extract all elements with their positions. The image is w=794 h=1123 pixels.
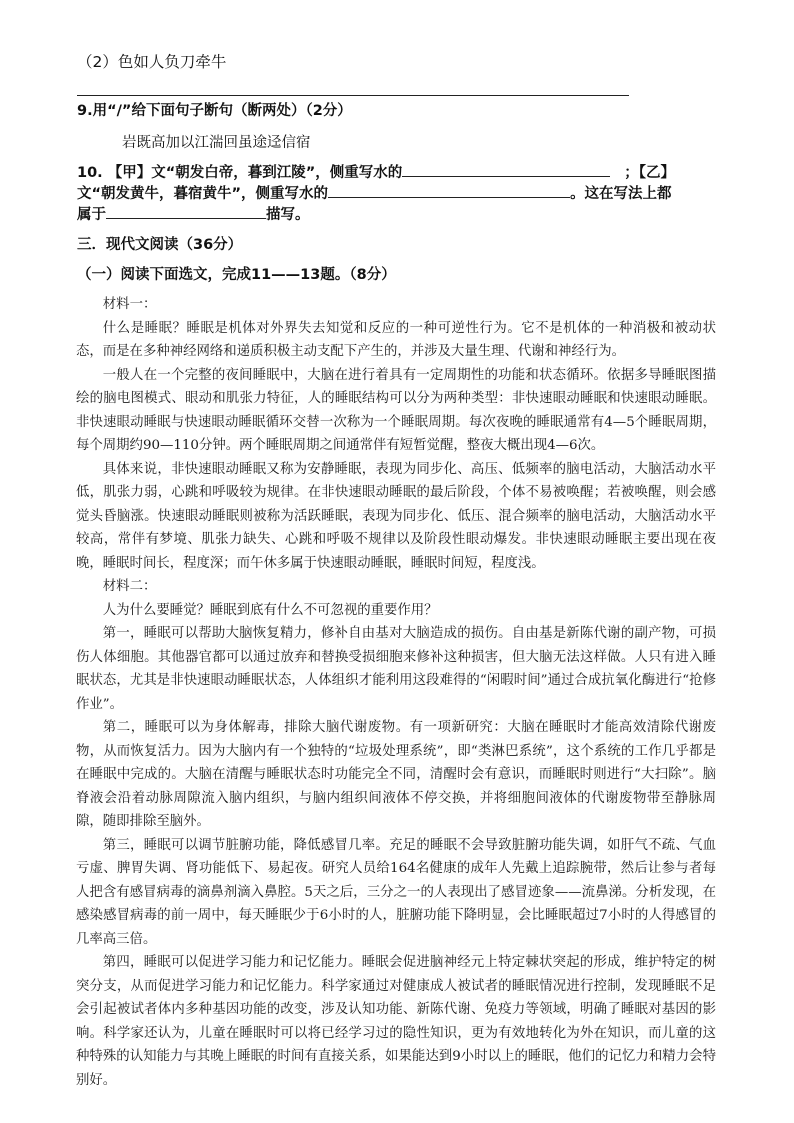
answer-blank-2[interactable] — [328, 183, 570, 198]
reading-passage — [76, 293, 716, 1092]
section-3-sub1: （一）阅读下面选文，完成11——13题。（8分） — [77, 267, 396, 283]
material-1-label: 材料一： — [102, 297, 157, 312]
section-3-title: 三．现代文阅读（36分） — [77, 237, 243, 253]
material-2-paragraph: 第四，睡眠可以促进学习能力和记忆能力。睡眠会促进脑神经元上特定棘状突起的形成，维护特定的树突分支，从而促进学习能力和记忆能力。科学家通过对健康成人被试者的睡眠情况进行控制，发现睡眠不足会引起被试者体内多种基因功能的改变，涉及认知功能、新陈代谢、免疫力等领域，明确了睡眠对基因的影响。科学家还认为，儿童在睡眠时可以将已经学习过的隐性知识，更为有效地转化为外在知识，而儿童的这种特殊的认知能力与其晚上睡眠的时间有直接关系，如果能达到9小时以上的睡眠，他们的记忆力和精力会特别好。 — [76, 955, 716, 1088]
question-10-line3 — [77, 204, 310, 225]
q10-text-6: 描写。 — [266, 207, 310, 223]
material-1-paragraph: 一般人在一个完整的夜间睡眠中，大脑在进行着具有一定周期性的功能和状态循环。依据多导睡眠图描绘的脑电图模式、眼动和肌张力特征，人的睡眠结构可以分为两种类型：非快速眼动睡眠和快速眼动睡眠。非快速眼动睡眠与快速眼动睡眠循环交替一次称为一个睡眠周期。每次夜晚的睡眠通常有4—5个睡眠周期，每个周期约90—110分钟。两个睡眠周期之间通常伴有短暂觉醒，整夜大概出现4—6次。 — [76, 367, 716, 453]
q10-text-4: 。这在写法上都 — [570, 186, 672, 202]
answer-blank-3[interactable] — [106, 204, 266, 219]
q10-text-1: 10. 【甲】文“朝发白帝，暮到江陵”，侧重写水的 — [77, 165, 403, 181]
question-10-line1 — [77, 162, 675, 183]
material-2-label: 材料二： — [102, 579, 157, 594]
top-item: （2）色如人负刀牵牛 — [77, 53, 227, 71]
material-2-paragraph: 人为什么要睡觉？睡眠到底有什么不可忽视的重要作用？ — [102, 602, 438, 618]
material-2-paragraph: 第二，睡眠可以为身体解毒，排除大脑代谢废物。有一项新研究：大脑在睡眠时才能高效清除代谢废物，从而恢复活力。因为大脑内有一个独特的“垃圾处理系统”，即“类淋巴系统”，这个系统的工作几乎都是在睡眠中完成的。大脑在清醒与睡眠状态时功能完全不同，清醒时会有意识，而睡眠时则进行“大扫除”。脑脊液会沿着动脉周隙流入脑内组织，与脑内组织间液体不停交换，并将细胞间液体的代谢废物带至静脉周隙，随即排除至脑外。 — [76, 720, 716, 829]
q10-text-2: ；【乙】 — [624, 165, 676, 181]
q10-text-3: 文“朝发黄牛，暮宿黄牛”，侧重写水的 — [77, 186, 329, 202]
question-9-sentence: 岩既高加以江湍回虽途迳信宿 — [122, 135, 311, 151]
question-9-prompt: 9.用“/”给下面句子断句（断两处）（2分） — [77, 103, 352, 119]
material-2-paragraph: 第三，睡眠可以调节脏腑功能，降低感冒几率。充足的睡眠不会导致脏腑功能失调，如肝气不疏、气血亏虚、脾胃失调、肾功能低下、易起夜。研究人员给164名健康的成年人先戴上追踪腕带，然后让参与者每人把含有感冒病毒的滴鼻剂滴入鼻腔。5天之后，三分之一的人表现出了感冒迹象——流鼻涕。分析发现，在感染感冒病毒的前一周中，每天睡眠少于6小时的人，脏腑功能下降明显，会比睡眠超过7小时的人得感冒的几率高三倍。 — [76, 837, 716, 947]
q10-text-5: 属于 — [77, 207, 106, 223]
material-2-paragraph: 第一，睡眠可以帮助大脑恢复精力，修补自由基对大脑造成的损伤。自由基是新陈代谢的副产物，可损伤人体细胞。其他器官都可以通过放弃和替换受损细胞来修补这种损害，但大脑无法这样做。人只有进入睡眠状态，尤其是非快速眼动睡眠状态，人体组织才能利用这段难得的“闲暇时间”通过合成抗氧化酶进行“抢修作业”。 — [76, 626, 716, 712]
question-10-line2 — [77, 183, 672, 204]
material-1-paragraph: 具体来说，非快速眼动睡眠又称为安静睡眠，表现为同步化、高压、低频率的脑电活动，大脑活动水平低，肌张力弱，心跳和呼吸较为规律。在非快速眼动睡眠的最后阶段，个体不易被唤醒；若被唤醒，则会感觉头昏脑涨。快速眼动睡眠则被称为活跃睡眠，表现为同步化、低压、混合频率的脑电活动，大脑活动水平较高，常伴有梦境、肌张力缺失、心跳和呼吸不规律以及阶段性眼动爆发。非快速眼动睡眠主要出现在夜晚，睡眠时间长，程度深；而午休多属于快速眼动睡眠，睡眠时间短，程度浅。 — [76, 461, 716, 571]
material-1-paragraph: 什么是睡眠？睡眠是机体对外界失去知觉和反应的一种可逆性行为。它不是机体的一种消极和被动状态，而是在多种神经网络和递质积极主动支配下产生的，并涉及大量生理、代谢和神经行为。 — [76, 320, 716, 359]
answer-blank-1[interactable] — [402, 162, 610, 177]
separator-line — [77, 95, 629, 96]
